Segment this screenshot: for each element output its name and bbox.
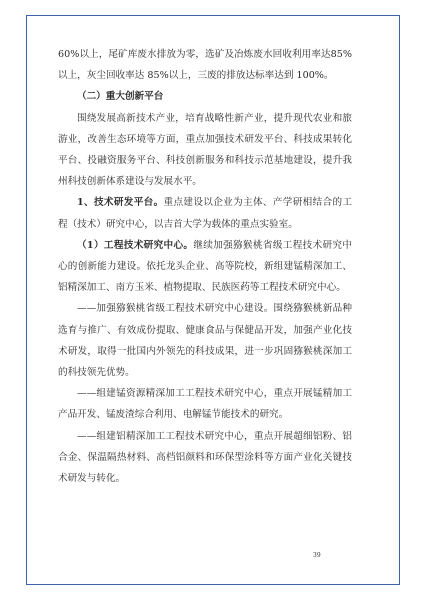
paragraph-rd-platform xyxy=(58,192,352,234)
paragraph-aluminum-center: ——组建铝精深加工工程技术研究中心，重点开展超细铝粉、铝合金、保温隔热材料、高档铝颜料和环保型涂料等方面产业化关键技术研发与转化。 xyxy=(58,430,352,485)
section-heading: （二）重大创新平台 xyxy=(77,91,164,103)
subheading-engineering-center: （1）工程技术研究中心。 xyxy=(77,239,194,251)
paragraph-manganese-center: ——组建锰资源精深加工工程技术研究中心，重点开展锰精加工产品开发、锰废渣综合利用、电解锰节能技术的研究。 xyxy=(58,388,352,421)
document-body xyxy=(58,44,352,489)
paragraph-rd-platform-text: 重点建设以企业为主体、产学研相结合的工程（技术）研究中心，以吉首大学为载体的重点实验室。 xyxy=(58,197,352,230)
paragraph-kiwi-center: ——加强猕猴桃省级工程技术研究中心建设。围绕猕猴桃新品种选育与推广、有效成份提取、健康食品与保健品开发，加强产业化技术研发，取得一批国内外领先的科技成果，进一步巩固猕猴桃深加工的科技领先优势。 xyxy=(58,303,352,379)
paragraph-engineering-center xyxy=(58,235,352,299)
paragraph-engineering-center-text: 继续加强猕猴桃省级工程技术研究中心的创新能力建设。依托龙头企业、高等院校，新组建锰精深加工、铝精深加工、南方玉米、植物提取、民族医药等工程技术研究中心。 xyxy=(58,239,352,294)
subheading-rd-platform: 1、技术研发平台。 xyxy=(77,197,164,209)
paragraph-intro: 围绕发展高新技术产业，培育战略性新产业，提升现代农业和旅游业，改善生态环境等方面，重点加强技术研发平台、科技成果转化平台、投融资服务平台、科技创新服务和科技示范基地建设，提升我州科技创新体系建设与发展水平。 xyxy=(58,112,352,188)
page-number: 39 xyxy=(313,552,321,559)
paragraph-continuation: 60%以上，尾矿库废水排放为零，选矿及冶炼废水回收利用率达85%以上，灰尘回收率达 85%以上，三废的排放达标率达到 100%。 xyxy=(58,49,352,82)
